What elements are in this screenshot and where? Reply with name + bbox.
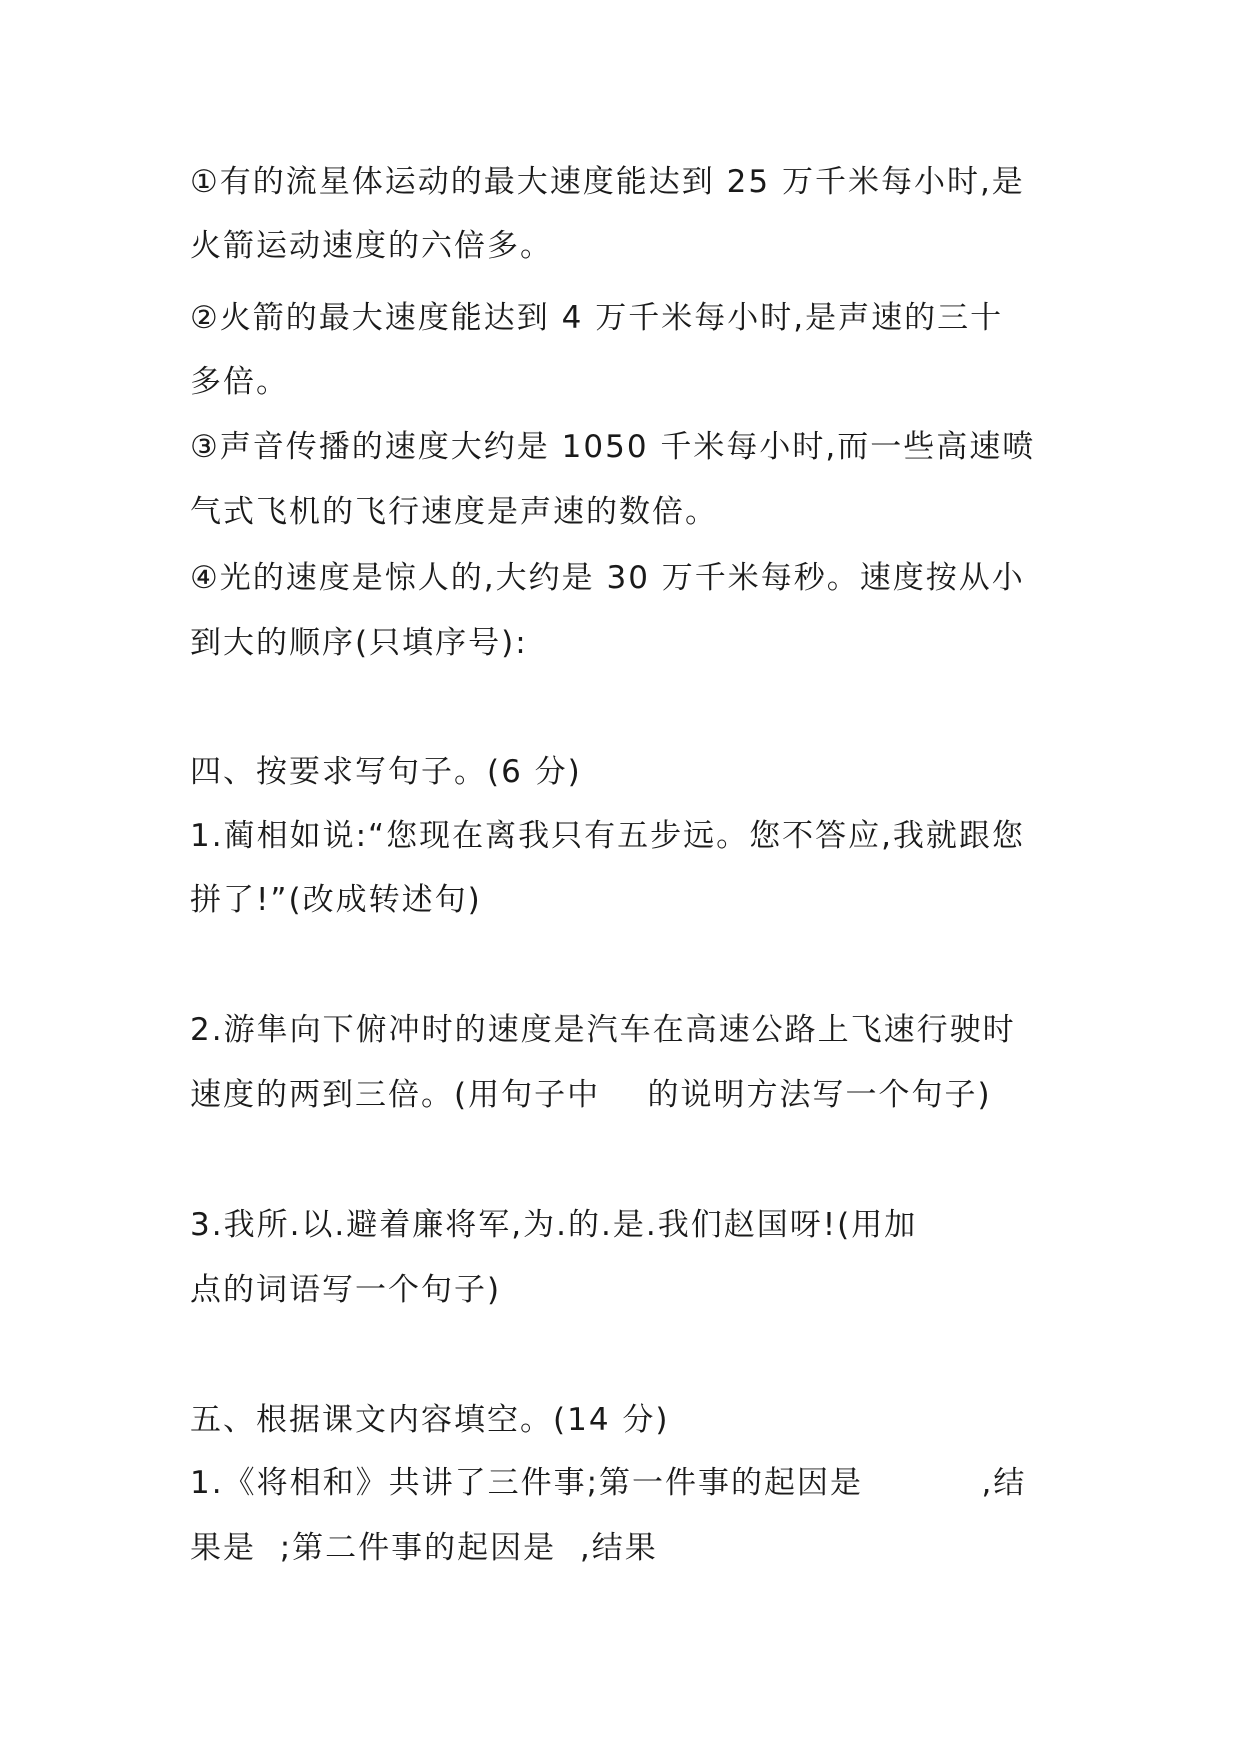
- text-line: ①有的流星体运动的最大速度能达到 25 万千米每小时,是: [190, 164, 1025, 200]
- question-line: 拼了!”(改成转述句): [190, 882, 482, 918]
- section-heading: 五、根据课文内容填空。(14 分): [190, 1402, 670, 1438]
- question-line: 速度的两到三倍。(用句子中 的说明方法写一个句子): [190, 1077, 992, 1113]
- text-line: ②火箭的最大速度能达到 4 万千米每小时,是声速的三十: [190, 300, 1004, 336]
- text-line: ④光的速度是惊人的,大约是 30 万千米每秒。速度按从小: [190, 560, 1025, 596]
- question-line: 1.《将相和》共讲了三件事;第一件事的起因是 ,结: [190, 1465, 1027, 1501]
- text-line: ③声音传播的速度大约是 1050 千米每小时,而一些高速喷: [190, 429, 1036, 465]
- question-line: 点的词语写一个句子): [190, 1272, 502, 1308]
- question-line: 1.蔺相如说:“您现在离我只有五步远。您不答应,我就跟您: [190, 818, 1025, 854]
- question-line: 2.游隼向下俯冲时的速度是汽车在高速公路上飞速行驶时: [190, 1012, 1016, 1048]
- text-line: 火箭运动速度的六倍多。: [190, 228, 553, 264]
- text-line: 气式飞机的飞行速度是声速的数倍。: [190, 494, 718, 530]
- question-line: 果是 ;第二件事的起因是 ,结果: [190, 1530, 658, 1566]
- text-line: 到大的顺序(只填序号):: [190, 625, 528, 661]
- question-line: 3.我所.以.避着廉将军,为.的.是.我们赵国呀!(用加: [190, 1207, 918, 1243]
- text-line: 多倍。: [190, 364, 289, 400]
- section-heading: 四、按要求写句子。(6 分): [190, 754, 582, 790]
